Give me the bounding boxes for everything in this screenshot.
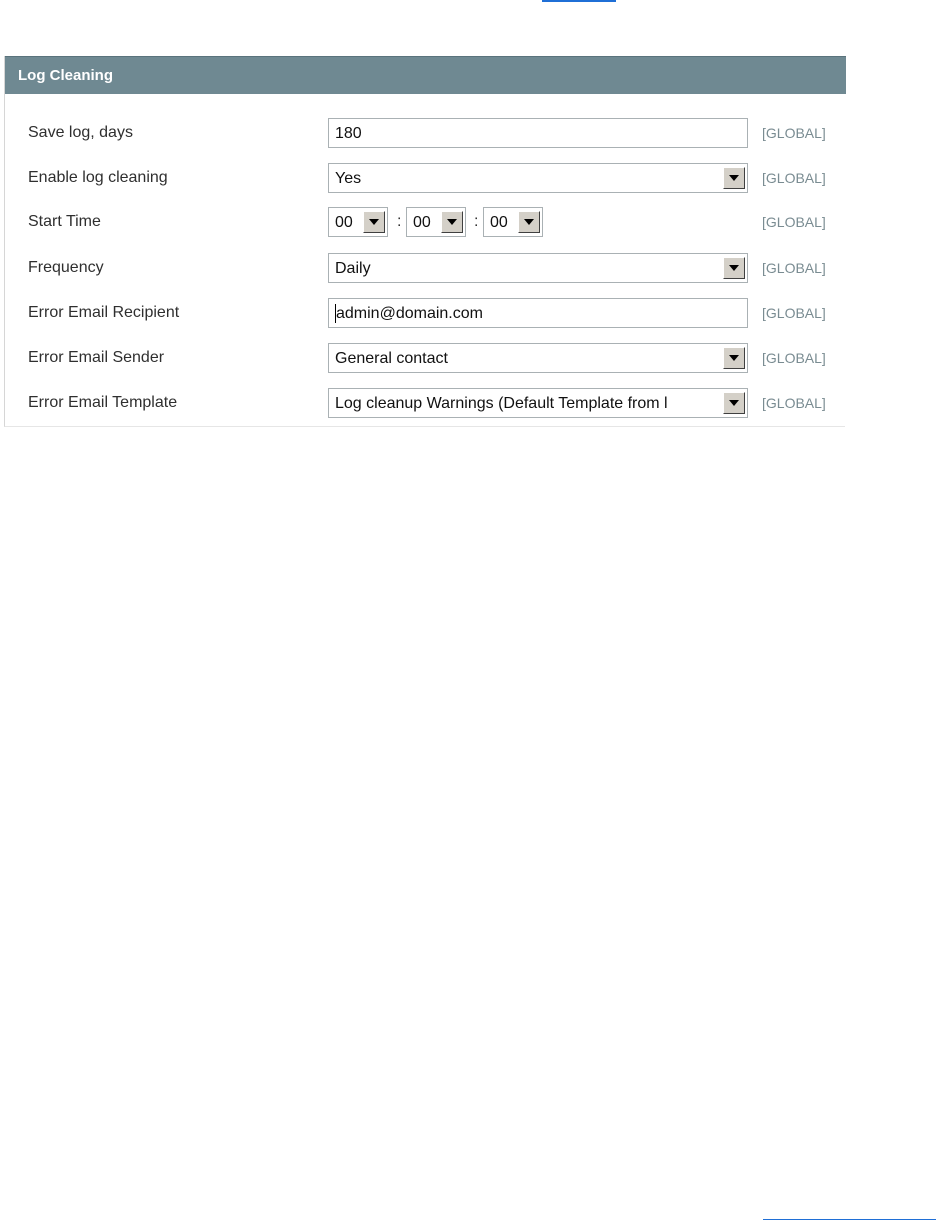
enable-log-cleaning-label: Enable log cleaning [28,169,168,186]
time-separator: : [474,213,479,230]
scope-label: [GLOBAL] [762,260,826,276]
error-email-template-value: Log cleanup Warnings (Default Template from l [335,395,668,412]
error-email-template-select[interactable] [328,388,748,418]
scope-label: [GLOBAL] [762,395,826,411]
error-email-recipient-label: Error Email Recipient [28,304,180,321]
chevron-down-icon[interactable] [723,257,745,279]
chevron-down-icon[interactable] [723,167,745,189]
error-email-recipient-value: admin@domain.com [336,305,483,322]
error-email-template-label: Error Email Template [28,394,178,411]
row-start-time [5,205,846,239]
time-separator: : [397,213,402,230]
start-time-second-select[interactable] [483,207,543,237]
start-time-minute-select[interactable] [406,207,466,237]
frequency-label: Frequency [28,259,104,276]
start-time-hour-select[interactable] [328,207,388,237]
panel-header[interactable] [5,56,846,94]
frequency-value: Daily [335,260,371,277]
chevron-down-icon[interactable] [723,392,745,414]
save-log-days-input[interactable] [328,118,748,148]
scope-label: [GLOBAL] [762,305,826,321]
scope-label: [GLOBAL] [762,214,826,230]
start-time-second-value: 00 [490,214,508,231]
error-email-sender-label: Error Email Sender [28,349,165,366]
log-cleaning-panel [4,56,845,427]
enable-log-cleaning-value: Yes [335,170,362,187]
enable-log-cleaning-select[interactable] [328,163,748,193]
scope-label: [GLOBAL] [762,125,826,141]
start-time-label: Start Time [28,213,101,230]
scope-label: [GLOBAL] [762,170,826,186]
chevron-down-icon[interactable] [518,211,540,233]
row-save-log-days [5,116,846,150]
row-enable-log-cleaning [5,161,846,195]
row-error-email-template [5,386,846,420]
save-log-days-value: 180 [335,125,362,142]
error-email-sender-value: General contact [335,350,448,367]
start-time-minute-value: 00 [413,214,431,231]
link-underline-bottom[interactable] [763,1219,936,1220]
row-error-email-sender [5,341,846,375]
panel-title: Log Cleaning [18,67,113,84]
row-error-email-recipient [5,296,846,330]
error-email-sender-select[interactable] [328,343,748,373]
chevron-down-icon[interactable] [363,211,385,233]
start-time-hour-value: 00 [335,214,353,231]
chevron-down-icon[interactable] [723,347,745,369]
link-underline-top[interactable] [542,0,616,2]
error-email-recipient-input[interactable] [328,298,748,328]
save-log-days-label: Save log, days [28,124,133,141]
frequency-select[interactable] [328,253,748,283]
chevron-down-icon[interactable] [441,211,463,233]
row-frequency [5,251,846,285]
scope-label: [GLOBAL] [762,350,826,366]
